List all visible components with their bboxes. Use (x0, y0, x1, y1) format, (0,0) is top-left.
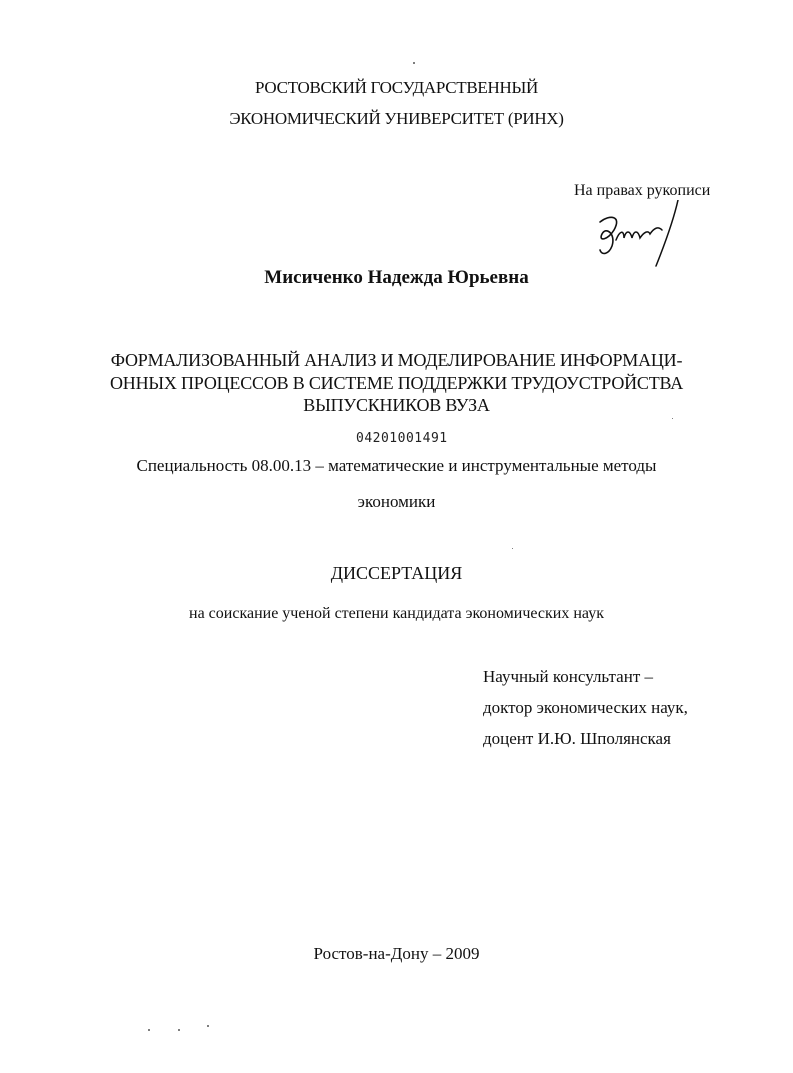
scan-speck (512, 548, 513, 549)
scan-speck (672, 418, 673, 419)
dissertation-title-line3: ВЫПУСКНИКОВ ВУЗА (303, 395, 490, 415)
dissertation-title-line1: ФОРМАЛИЗОВАННЫЙ АНАЛИЗ И МОДЕЛИРОВАНИЕ ИНФОРМАЦИ- (110, 350, 683, 370)
advisor-line2: доктор экономических наук, (483, 698, 688, 717)
scan-speck (413, 62, 415, 64)
specialty-line1: Специальность 08.00.13 – математические и инструментальные методы (136, 456, 657, 475)
document-type: ДИССЕРТАЦИЯ (330, 563, 463, 583)
specialty-line2: экономики (357, 492, 436, 511)
dissertation-title-line2: ОННЫХ ПРОЦЕССОВ В СИСТЕМЕ ПОДДЕРЖКИ ТРУДОУСТРОЙСТВА (110, 373, 683, 393)
university-name-line1: РОСТОВСКИЙ ГОСУДАРСТВЕННЫЙ (255, 78, 538, 97)
degree-description: на соискание ученой степени кандидата экономических наук (189, 605, 604, 622)
scan-speck (148, 1029, 150, 1031)
advisor-line1: Научный консультант – (483, 667, 653, 686)
author-name: Мисиченко Надежда Юрьевна (264, 267, 529, 288)
catalog-number: 04201001491 (356, 431, 448, 446)
handwritten-signature (592, 200, 692, 270)
advisor-line3: доцент И.Ю. Шполянская (483, 729, 671, 748)
place-and-year: Ростов-на-Дону – 2009 (313, 944, 480, 963)
scan-speck (207, 1025, 209, 1027)
scan-speck (178, 1029, 180, 1031)
rights-note: На правах рукописи (574, 182, 711, 199)
university-name-line2: ЭКОНОМИЧЕСКИЙ УНИВЕРСИТЕТ (РИНХ) (229, 109, 564, 128)
